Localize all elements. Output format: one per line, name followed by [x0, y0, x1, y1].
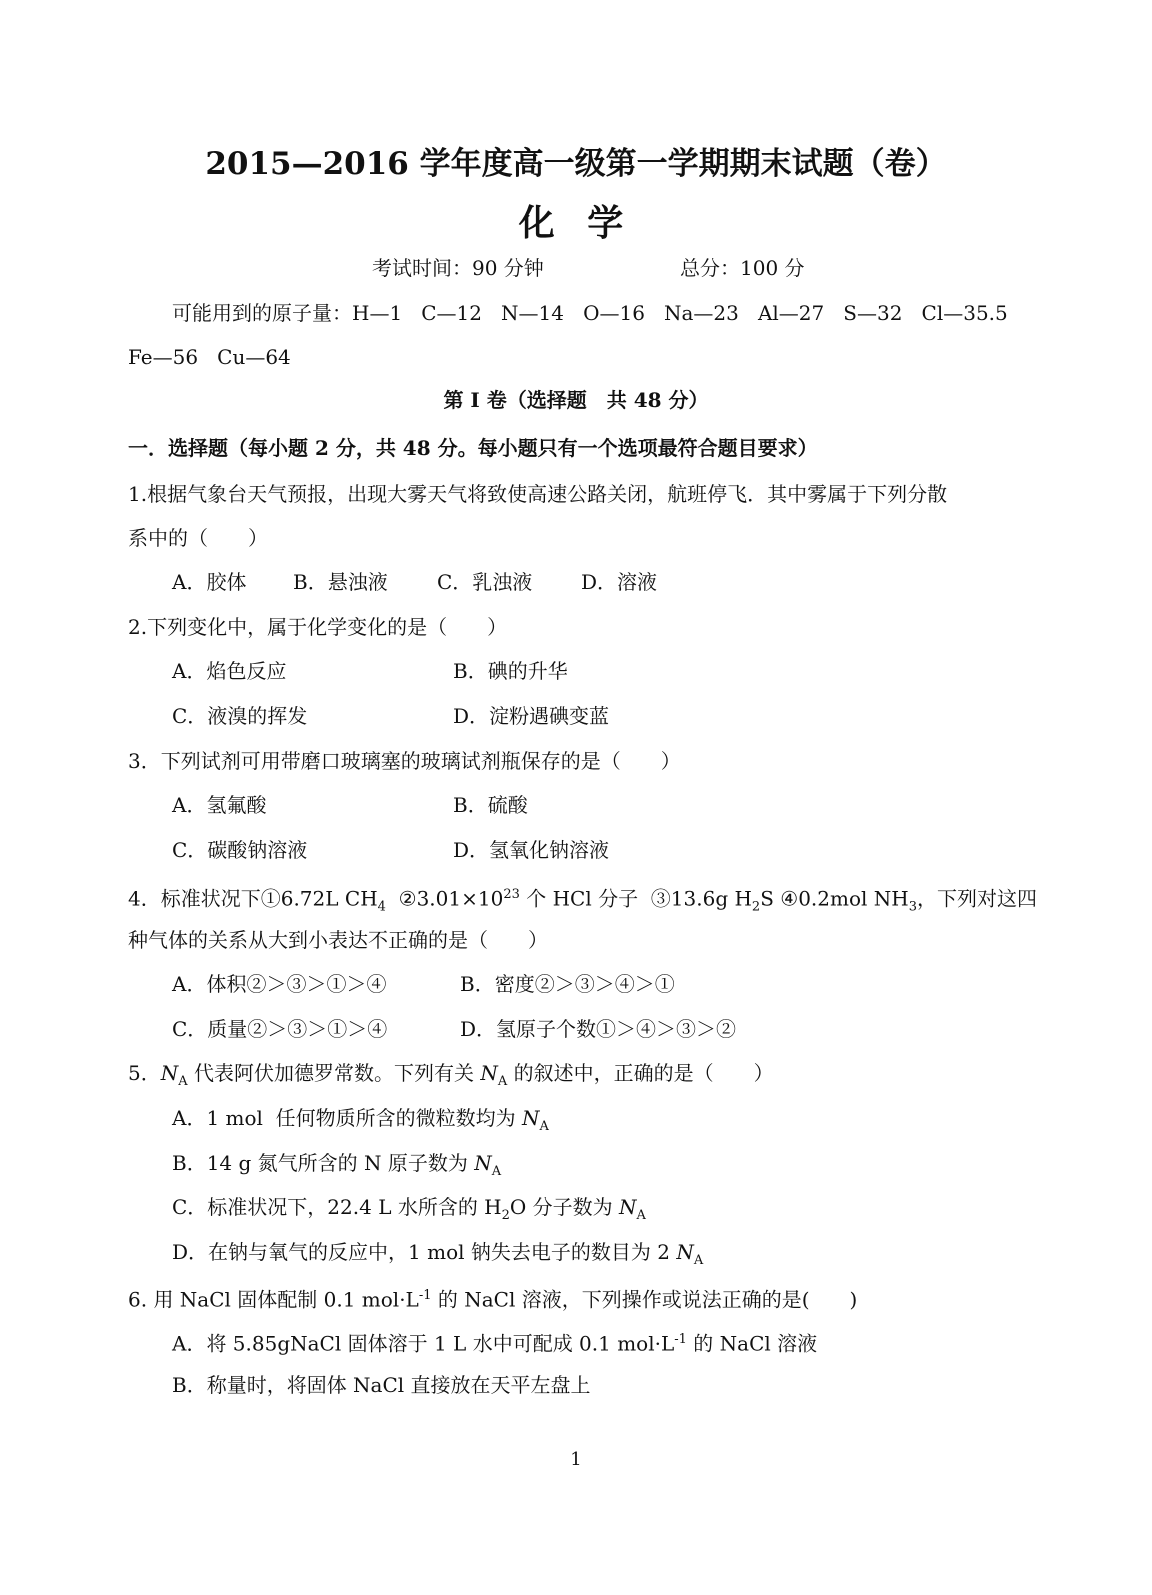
- question-6-stem-text2: 的 NaCl 溶液，下列操作或说法正确的是( ): [431, 1287, 858, 1312]
- question-4-option-c: C．质量②＞③＞①＞④: [172, 1017, 388, 1041]
- option-text: A．1 mol 任何物质所含的微粒数均为: [172, 1106, 522, 1130]
- question-6-option-a: [172, 1326, 817, 1358]
- question-6-option-b: B．称量时，将固体 NaCl 直接放在天平左盘上: [172, 1373, 591, 1397]
- question-5-option-c: [172, 1193, 646, 1230]
- superscript: -1: [674, 1332, 687, 1347]
- question-2-stem: 2.下列变化中，属于化学变化的是（ ）: [128, 615, 508, 639]
- option-text: A．将 5.85gNaCl 固体溶于 1 L 水中可配成 0.1 mol·L: [172, 1331, 675, 1356]
- question-3-option-a: A．氢氟酸: [172, 793, 267, 817]
- question-5-option-d: [172, 1238, 703, 1275]
- na-symbol: N: [619, 1195, 637, 1219]
- question-2-option-d: D．淀粉遇碘变蓝: [453, 704, 610, 728]
- na-symbol: N: [676, 1240, 694, 1264]
- question-5-option-b: [172, 1149, 501, 1186]
- question-6-stem: [128, 1282, 857, 1314]
- question-5-stem-text2: 的叙述中，正确的是（ ）: [507, 1061, 774, 1085]
- question-6-stem-text1: 6. 用 NaCl 固体配制 0.1 mol·L: [128, 1287, 419, 1312]
- question-3-option-d: D．氢氧化钠溶液: [453, 838, 610, 862]
- superscript: -1: [418, 1288, 432, 1303]
- na-symbol: N: [160, 1061, 179, 1085]
- subscript: A: [491, 1164, 502, 1179]
- question-2-option-c: C．液溴的挥发: [172, 704, 308, 728]
- question-1-option-a: A．胶体: [172, 570, 247, 594]
- subscript: 4: [377, 899, 386, 915]
- question-3-option-b: B．硫酸: [453, 793, 528, 817]
- superscript: 23: [503, 887, 520, 902]
- atomic-masses-line1: 可能用到的原子量：H—1 C—12 N—14 O—16 Na—23 Al—27 S—32 Cl—35.5: [172, 301, 1008, 325]
- question-3-stem: 3．下列试剂可用带磨口玻璃塞的玻璃试剂瓶保存的是（ ）: [128, 749, 681, 773]
- exam-time: 考试时间：90 分钟: [372, 256, 544, 280]
- na-symbol: N: [474, 1151, 492, 1175]
- option-text: O 分子数为: [509, 1195, 620, 1219]
- section-instruction: 一．选择题（每小题 2 分，共 48 分。每小题只有一个选项最符合题目要求）: [128, 436, 818, 460]
- subscript: 3: [908, 899, 917, 915]
- option-text: B．14 g 氮气所含的 N 原子数为: [172, 1151, 475, 1175]
- atomic-masses-line2: Fe—56 Cu—64: [128, 345, 291, 369]
- question-2-option-a: A．焰色反应: [172, 659, 287, 683]
- na-symbol: N: [480, 1061, 498, 1085]
- question-4-stem-text2: ②3.01×10: [385, 886, 504, 911]
- subscript: A: [539, 1119, 549, 1134]
- question-4-option-b: B．密度②＞③＞④＞①: [460, 972, 675, 996]
- subscript: A: [636, 1208, 646, 1223]
- question-4-option-a: A．体积②＞③＞①＞④: [172, 972, 387, 996]
- question-1-stem-line1: 1.根据气象台天气预报，出现大雾天气将致使高速公路关闭，航班停飞．其中雾属于下列分散: [128, 482, 948, 506]
- question-1-option-c: C．乳浊液: [437, 570, 533, 594]
- na-symbol: N: [522, 1106, 540, 1130]
- subscript: 2: [751, 899, 761, 915]
- question-4-stem-line1: [128, 881, 1037, 922]
- option-text: 的 NaCl 溶液: [686, 1331, 818, 1356]
- subscript: A: [497, 1074, 508, 1089]
- question-4-stem-text5: ，下列对这四: [916, 886, 1037, 911]
- question-2-option-b: B．碘的升华: [453, 659, 568, 683]
- question-5-number: 5．: [128, 1061, 161, 1085]
- question-4-stem-text1: 4．标准状况下①6.72L CH: [128, 886, 378, 911]
- question-4-stem-text4: S ④0.2mol NH: [760, 886, 909, 911]
- question-3-option-c: C．碳酸钠溶液: [172, 838, 308, 862]
- question-4-stem-line2: 种气体的关系从大到小表达不正确的是（ ）: [128, 928, 548, 952]
- page-number: 1: [570, 1449, 582, 1470]
- total-score: 总分：100 分: [680, 256, 805, 280]
- option-text: D．在钠与氧气的反应中，1 mol 钠失去电子的数目为 2: [172, 1240, 677, 1264]
- subject-title: 化 学: [518, 202, 634, 244]
- option-text: C．标准状况下，22.4 L 水所含的 H: [172, 1195, 502, 1219]
- subscript: A: [178, 1074, 188, 1089]
- question-4-option-d: D．氢原子个数①＞④＞③＞②: [460, 1017, 737, 1041]
- section-title: 第 I 卷（选择题 共 48 分）: [443, 388, 709, 412]
- question-1-option-d: D．溶液: [581, 570, 658, 594]
- question-1-option-b: B．悬浊液: [293, 570, 388, 594]
- question-5-stem-text1: 代表阿伏加德罗常数。下列有关: [187, 1061, 481, 1085]
- subscript: 2: [501, 1208, 510, 1223]
- question-5-option-a: [172, 1104, 549, 1141]
- exam-title: 2015—2016 学年度高一级第一学期期末试题（卷）: [205, 146, 947, 182]
- subscript: A: [693, 1253, 704, 1268]
- question-4-stem-text3: 个 HCl 分子 ③13.6g H: [519, 886, 752, 911]
- question-5-stem: [128, 1059, 774, 1096]
- question-1-stem-line2: 系中的（ ）: [128, 526, 268, 550]
